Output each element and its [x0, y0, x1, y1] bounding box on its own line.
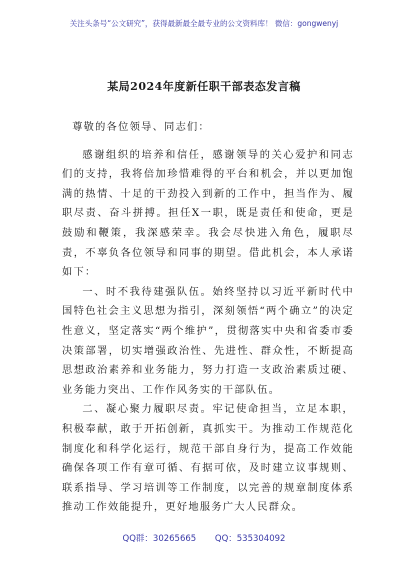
- qq-number: QQ：535304092: [214, 534, 286, 544]
- footer-contact: [0, 532, 408, 544]
- document-title: 某局2024年度新任职干部表态发言稿: [107, 80, 301, 93]
- paragraph-point-one: 一、时不我待建强队伍。始终坚持以习近平新时代中国特色社会主义思想为指引，深刻领悟“两个确立”的决定性意义，坚定落实“两个维护”，贯彻落实中央和省委市委决策部署，切实增强政治性、先进性、群众性，不断提高思想政治素养和业务能力，努力打造一支政治素质过硬、业务能力突出、工作作风务实的干部队伍。: [62, 286, 354, 396]
- header-note: 关注头条号“公文研究”，获得最新最全最专业的公文资料库！ 微信：gongwenyj: [69, 19, 339, 28]
- greeting: 尊敬的各位领导、同志们：: [72, 122, 211, 133]
- paragraph-intro: 感谢组织的培养和信任，感谢领导的关心爱护和同志们的支持，我将倍加珍惜难得的平台和机会，并以更加饱满的热情、十足的干劲投入到新的工作中，担当作为、履职尽责、奋斗拼搏。担任X一职，既是责任和使命，更是鼓励和鞭策，我深感荣幸。我会尽快进入角色，履职尽责，不辜负各位领导和同事的期望。借此机会，本人承诺如下：: [62, 149, 354, 279]
- document-body: [62, 118, 354, 518]
- qq-group-number: QQ群：30265665: [122, 534, 197, 544]
- paragraph-point-two: 二、凝心聚力履职尽责。牢记使命担当，立足本职，积极奉献，敢于开拓创新，真抓实干。为推动工作规范化制度化和科学化运行，规范干部自身行为，提高工作效能确保各项工作有章可循、有据可依，及时建立议事规则、联系指导、学习培训等工作制度，以完善的规章制度体系推动工作效能提升，更好地服务广大人民群众。: [62, 404, 354, 514]
